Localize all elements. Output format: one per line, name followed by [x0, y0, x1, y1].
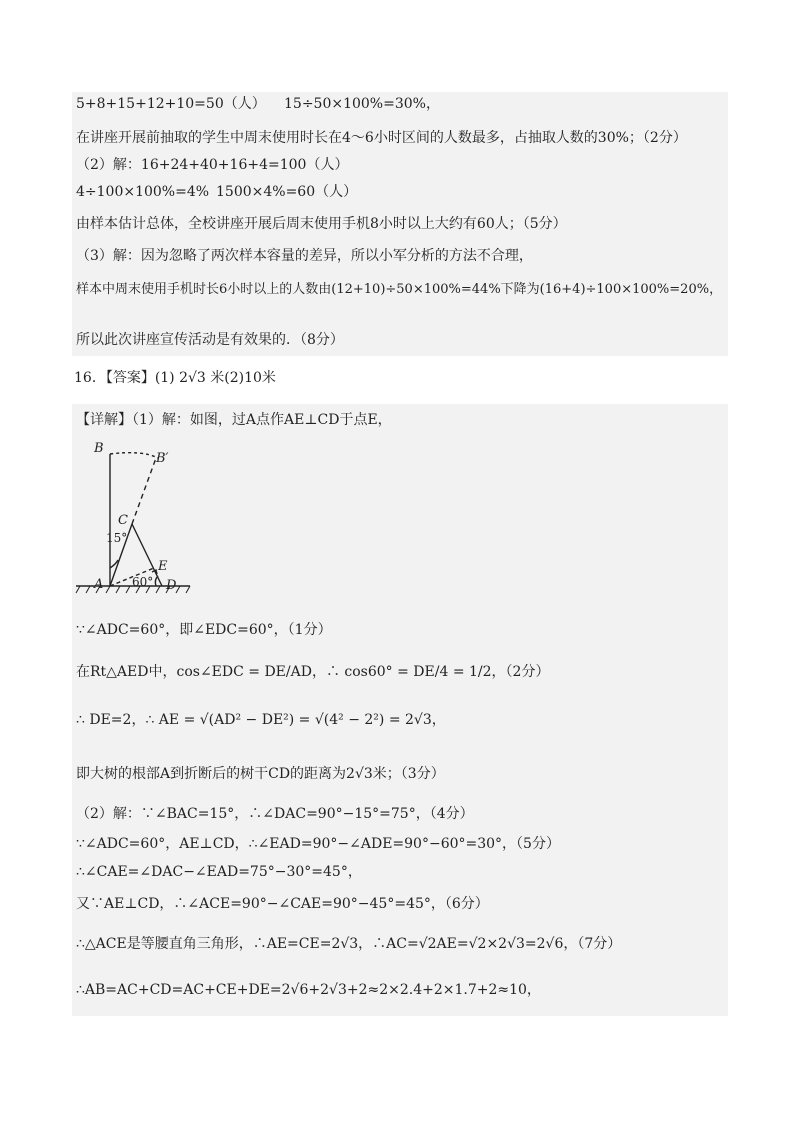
angle-60-arc [155, 576, 158, 586]
answer-16-heading: 16．【答案】(1) 2√3 米(2)10米 [74, 370, 276, 386]
b1-line8: 所以此次讲座宣传活动是有效果的．（8分） [76, 332, 344, 348]
b2-line10: ∴△ACE是等腰直角三角形，∴AE=CE=2√3，∴AC=√2AE=√2×2√3=2√6，（7分） [76, 936, 622, 952]
b2-line9: 又∵AE⊥CD，∴∠ACE=90°−∠CAE=90°−45°=45°，（6分） [76, 896, 489, 912]
label-A: A [94, 577, 104, 592]
b1-line3: （2）解：16+24+40+16+4=100（人） [76, 157, 349, 173]
b2-line2: ∵∠ADC=60°，即∠EDC=60°，（1分） [76, 622, 332, 638]
b2-line7: ∵∠ADC=60°，AE⊥CD，∴∠EAD=90°−∠ADE=90°−60°=30°，（5分） [76, 836, 560, 852]
label-C: C [118, 513, 128, 528]
b2-line6: （2）解：∵∠BAC=15°，∴∠DAC=90°−15°=75°，（4分） [76, 806, 474, 822]
b2-line11: ∴AB=AC+CD=AC+CE+DE=2√6+2√3+2≈2×2.4+2×1.7+2≈10， [76, 982, 541, 998]
b1-line2: 在讲座开展前抽取的学生中周末使用时长在4～6小时区间的人数最多，占抽取人数的30%；（2分） [76, 130, 687, 146]
b1-line7: 样本中周末使用手机时长6小时以上的人数由(12+10)÷50×100%=44%下降为(16+4)÷100×100%=20%， [76, 282, 723, 297]
arc-BB-prime [110, 453, 158, 458]
label-angle-15: 15° [106, 531, 128, 545]
geometry-figure [72, 436, 192, 606]
label-angle-60: 60° [132, 575, 154, 589]
b1-line5: 由样本估计总体，全校讲座开展后周末使用手机8小时以上大约有60人；（5分） [76, 216, 567, 232]
b2-line3: 在Rt△AED中，cos∠EDC = DE/AD，∴ cos60° = DE/4 = 1/2，（2分） [76, 664, 550, 680]
b2-line4: ∴ DE=2，∴ AE = √(AD² − DE²) = √(4² − 2²) = 2√3， [76, 712, 446, 728]
b1-line6: （3）解：因为忽略了两次样本容量的差异，所以小军分析的方法不合理， [76, 248, 533, 264]
b1-line1a: 5+8+15+12+10=50（人） [76, 96, 266, 112]
label-D: D [166, 578, 177, 593]
b2-line1: 【详解】（1）解：如图，过A点作AE⊥CD于点E， [76, 412, 392, 428]
label-B-prime: B′ [156, 451, 169, 466]
b1-line4a: 4÷100×100%=4% [76, 184, 210, 200]
b1-line4b: 1500×4%=60（人） [216, 184, 358, 200]
label-E: E [158, 559, 168, 574]
b1-line1b: 15÷50×100%=30%， [284, 96, 440, 112]
b2-line5: 即大树的根部A到折断后的树干CD的距离为2√3米；（3分） [76, 766, 445, 782]
b2-line8: ∴∠CAE=∠DAC−∠EAD=75°−30°=45°， [76, 864, 362, 880]
segment-CB-prime-dashed [132, 458, 156, 524]
label-B: B [94, 441, 104, 456]
